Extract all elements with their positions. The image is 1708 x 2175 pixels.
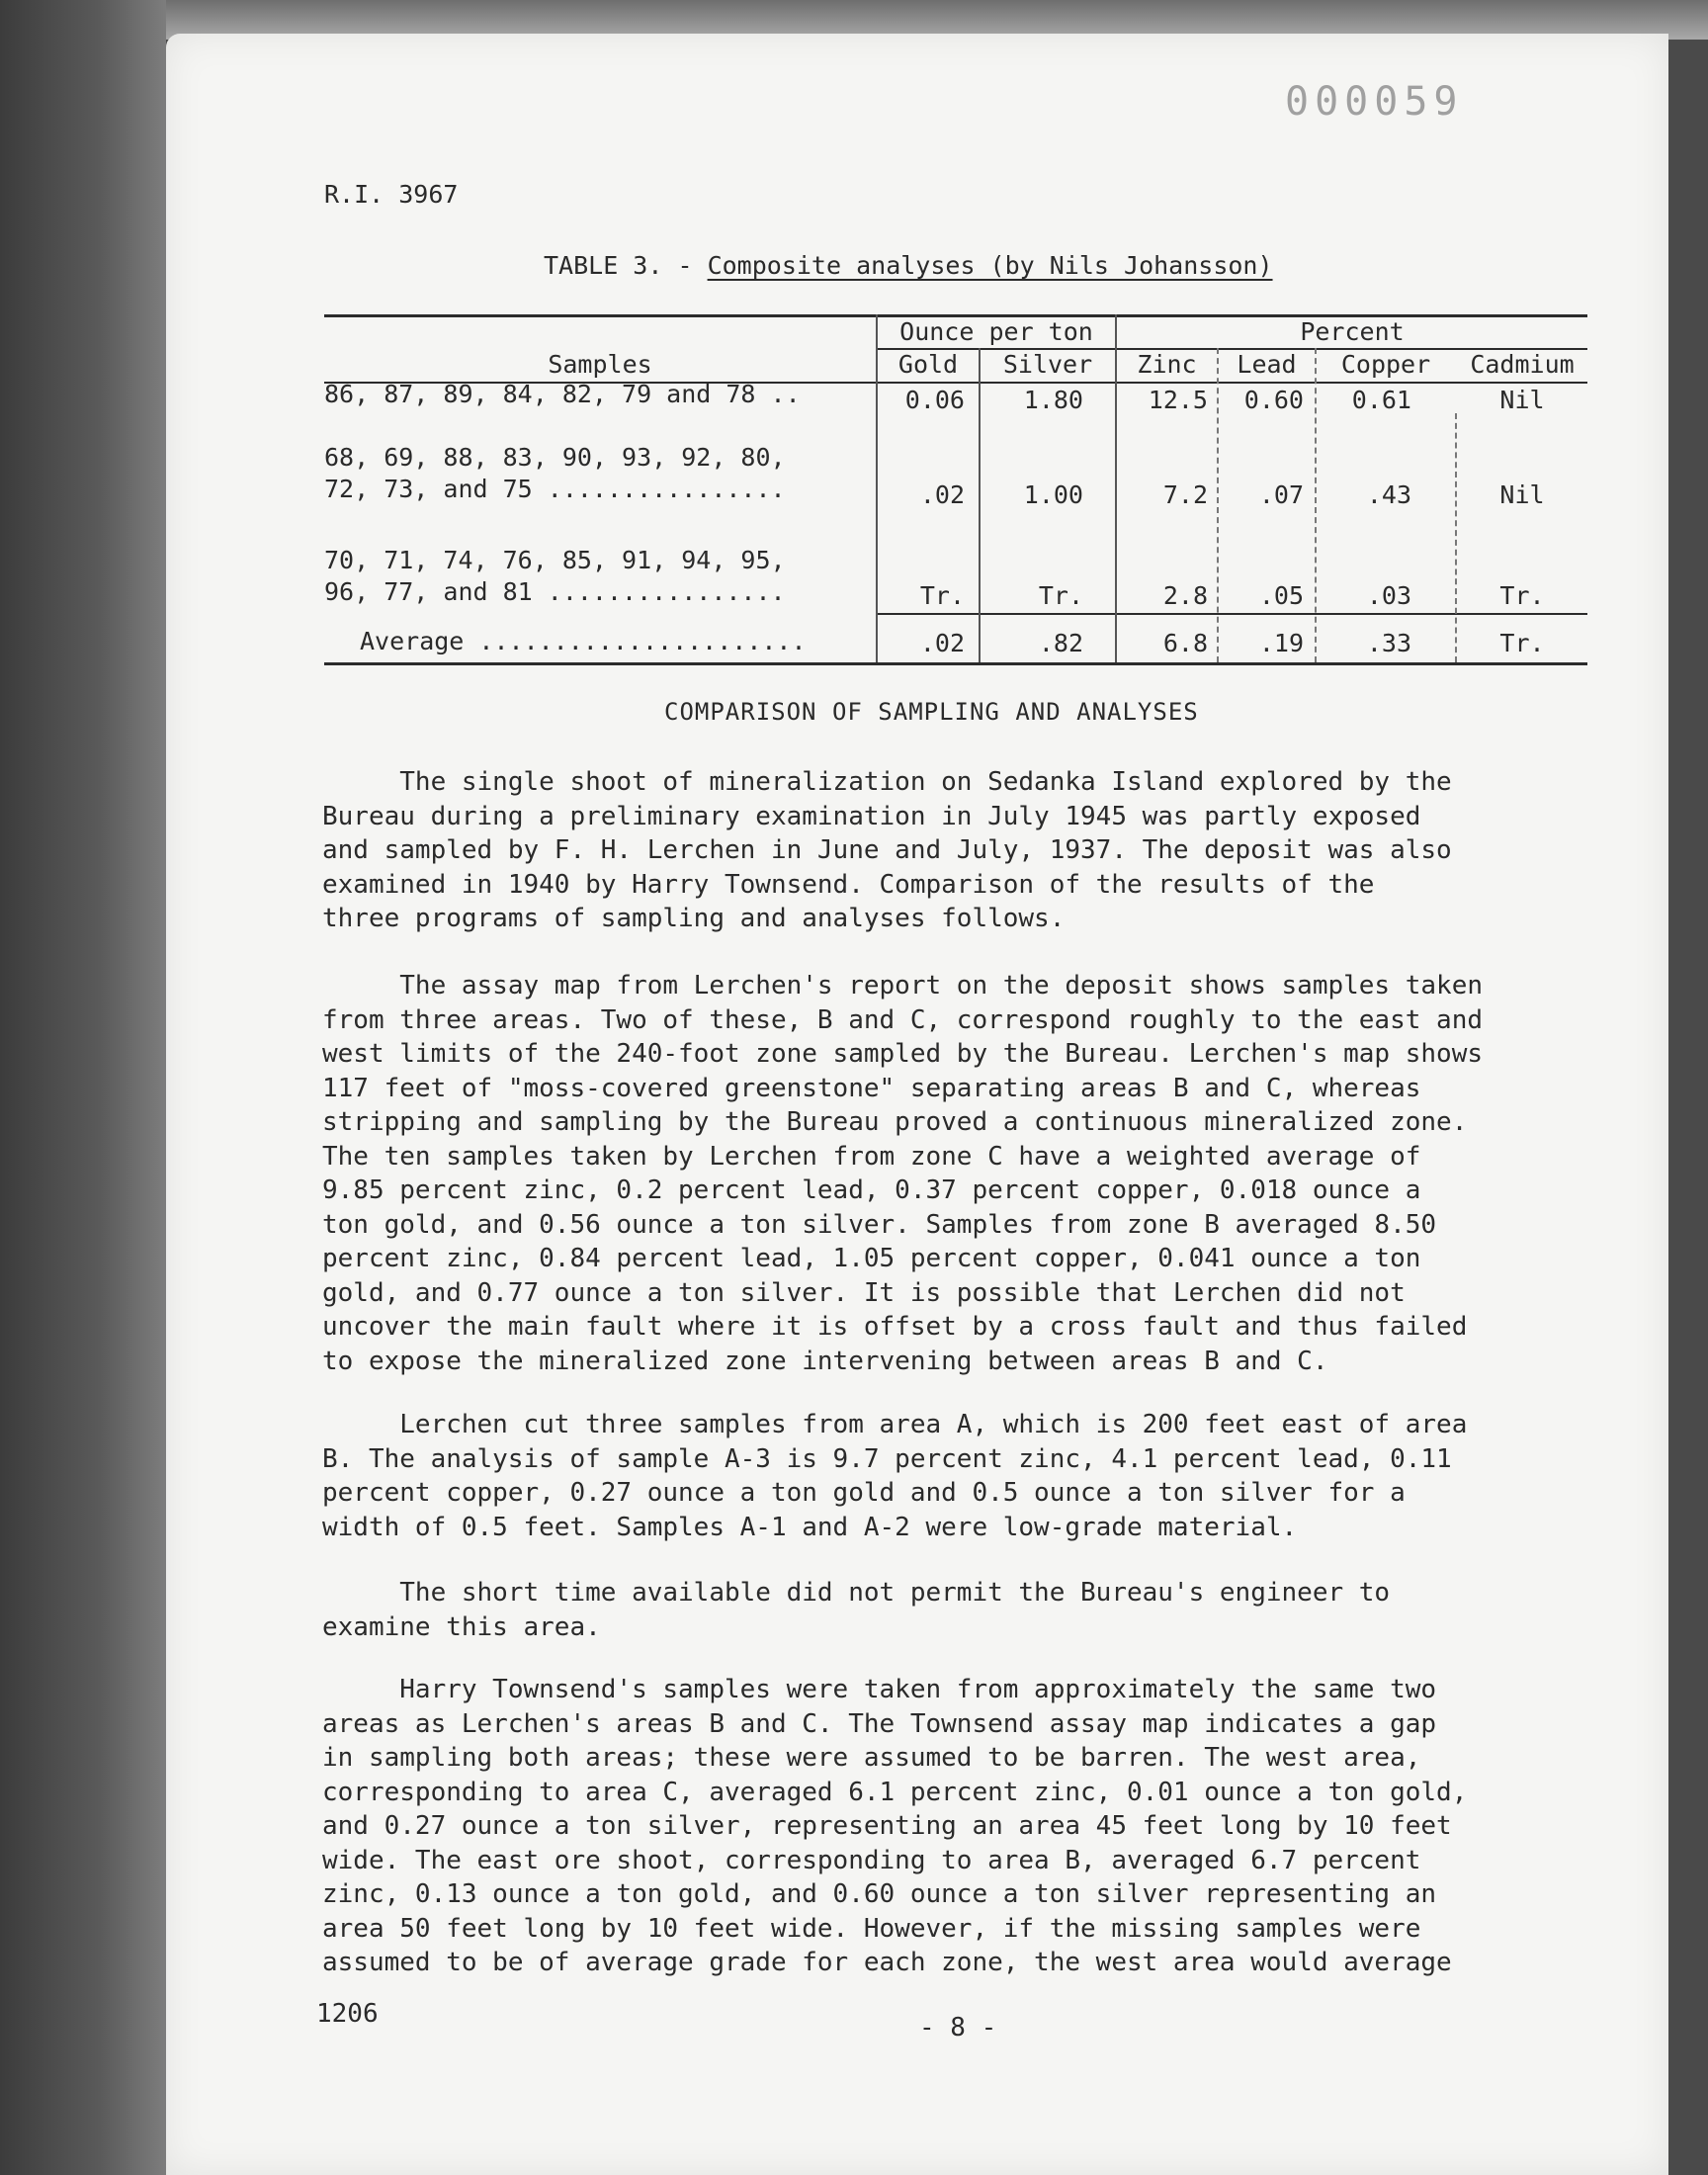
header-ounce-per-ton: Ounce per ton [899,317,1093,346]
paragraph-3: Lerchen cut three samples from area A, which is 200 feet east of area B. The analysis of sample A-3 is 9.7 percent zinc, 4.1 percent lead, 0.11 percent copper, 0.27 ounce a ton gold and 0.5 ounce a ton silver for a width of 0.5 feet. Samples A-1 and A-2 were low-grade material. [322,1410,1468,1542]
header-cadmium: Cadmium [1470,350,1575,379]
report-id: R.I. 3967 [324,180,459,209]
table-row-1-zinc: 12.5 [1148,386,1208,414]
page-number: - 8 - [919,2013,997,2043]
paragraph-1: The single shoot of mineralization on Sedanka Island explored by the Bureau during a preliminary examination in July 1945 was partly exposed and sampled by F. H. Lerchen in June and July, 1937. The deposit was also examined in 1940 by Harry Townsend. Comparison of the results of the three programs of sampling and analyses follows. [322,767,1452,933]
table-row-3-lead: .05 [1258,581,1304,610]
table-row-1-copper: 0.61 [1351,386,1411,414]
table-row-2-samples-line1: 68, 69, 88, 83, 90, 93, 92, 80, [324,443,786,472]
table-average-zinc: 6.8 [1162,629,1208,657]
header-copper: Copper [1340,350,1431,379]
page-stamp-number: 000059 [1285,79,1464,125]
table-row-1-samples: 86, 87, 89, 84, 82, 79 and 78 .. [324,380,801,408]
paragraph-5: Harry Townsend's samples were taken from approximately the same two areas as Lerchen's areas B and C. The Townsend assay map indicates a gap in sampling both areas; these were assumed to be barren. The west area, corresponding to area C, averaged 6.1 percent zinc, 0.01 ounce a ton gold, and 0.27 ounce a ton silver, representing an area 45 feet long by 10 feet wide. The east ore shoot, corresponding to area B, averaged 6.7 percent zinc, 0.13 ounce a ton gold, and 0.60 ounce a ton silver representing an area 50 feet long by 10 feet wide. However, if the missing samples were assumed to be of average grade for each zone, the west area would average [322,1675,1468,1977]
col-rule-copper-cadmium [1455,413,1457,662]
table-row-3-samples-line2: 96, 77, and 81 ................ [324,577,786,606]
scan-shadow [0,0,166,2175]
table-title-text: Composite analyses (by Nils Johansson) [707,251,1273,280]
table-title-prefix: TABLE 3. - [544,251,693,280]
table-row-3-gold: Tr. [919,581,965,610]
section-heading: COMPARISON OF SAMPLING AND ANALYSES [664,698,1199,726]
composite-analyses-table [324,314,1587,670]
footer-code: 1206 [316,1999,379,2029]
table-row-2-cadmium: Nil [1499,480,1545,509]
paragraph-4: The short time available did not permit the Bureau's engineer to examine this area. [322,1578,1391,1642]
table-average-cadmium: Tr. [1499,629,1545,657]
table-row-2-silver: 1.00 [1023,480,1083,509]
header-gold: Gold [897,350,959,379]
average-top-rule [878,613,1587,615]
paragraph-2: The assay map from Lerchen's report on the deposit shows samples taken from three areas. Two of these, B and C, correspond roughly to the east and west limits of the 240-foot zone sampled by the Bureau. Lerchen's map shows 117 feet of "moss-covered greenstone" separating areas B and C, whereas stripping and sampling by the Bureau proved a continuous mineralized zone. The ten samples taken by Lerchen from zone C have a weighted average of 9.85 percent zinc, 0.2 percent lead, 0.37 percent copper, 0.018 ounce a ton gold, and 0.56 ounce a ton silver. Samples from zone B averaged 8.50 percent zinc, 0.84 percent lead, 1.05 percent copper, 0.041 ounce a ton gold, and 0.77 ounce a ton silver. It is possible that Lerchen did not uncover the main fault where it is offset by a cross fault and thus failed to expose the mineralized zone intervening between areas B and C. [322,971,1483,1376]
table-row-3-silver: Tr. [1038,581,1083,610]
table-title [544,251,1273,280]
table-row-1-cadmium: Nil [1499,386,1545,414]
table-row-2-samples-line2: 72, 73, and 75 ................ [324,475,786,503]
table-row-2-zinc: 7.2 [1162,480,1208,509]
table-average-label: Average ...................... [360,627,807,655]
header-percent: Percent [1300,317,1405,346]
table-row-2-gold: .02 [919,480,965,509]
table-row-1-lead: 0.60 [1243,386,1304,414]
table-row-3-zinc: 2.8 [1162,581,1208,610]
header-zinc: Zinc [1137,350,1197,379]
table-row-1-silver: 1.80 [1023,386,1083,414]
table-average-copper: .33 [1366,629,1411,657]
table-average-gold: .02 [919,629,965,657]
table-average-lead: .19 [1258,629,1304,657]
table-row-2-copper: .43 [1366,480,1411,509]
table-row-3-copper: .03 [1366,581,1411,610]
table-row-2-lead: .07 [1258,480,1304,509]
table-row-1-gold: 0.06 [904,386,965,414]
table-row-3-samples-line1: 70, 71, 74, 76, 85, 91, 94, 95, [324,546,786,574]
table-row-3-cadmium: Tr. [1499,581,1545,610]
header-samples: Samples [548,350,652,379]
table-average-silver: .82 [1038,629,1083,657]
header-lead: Lead [1237,350,1297,379]
table-bottom-rule [324,662,1587,665]
header-silver: Silver [1002,350,1093,379]
